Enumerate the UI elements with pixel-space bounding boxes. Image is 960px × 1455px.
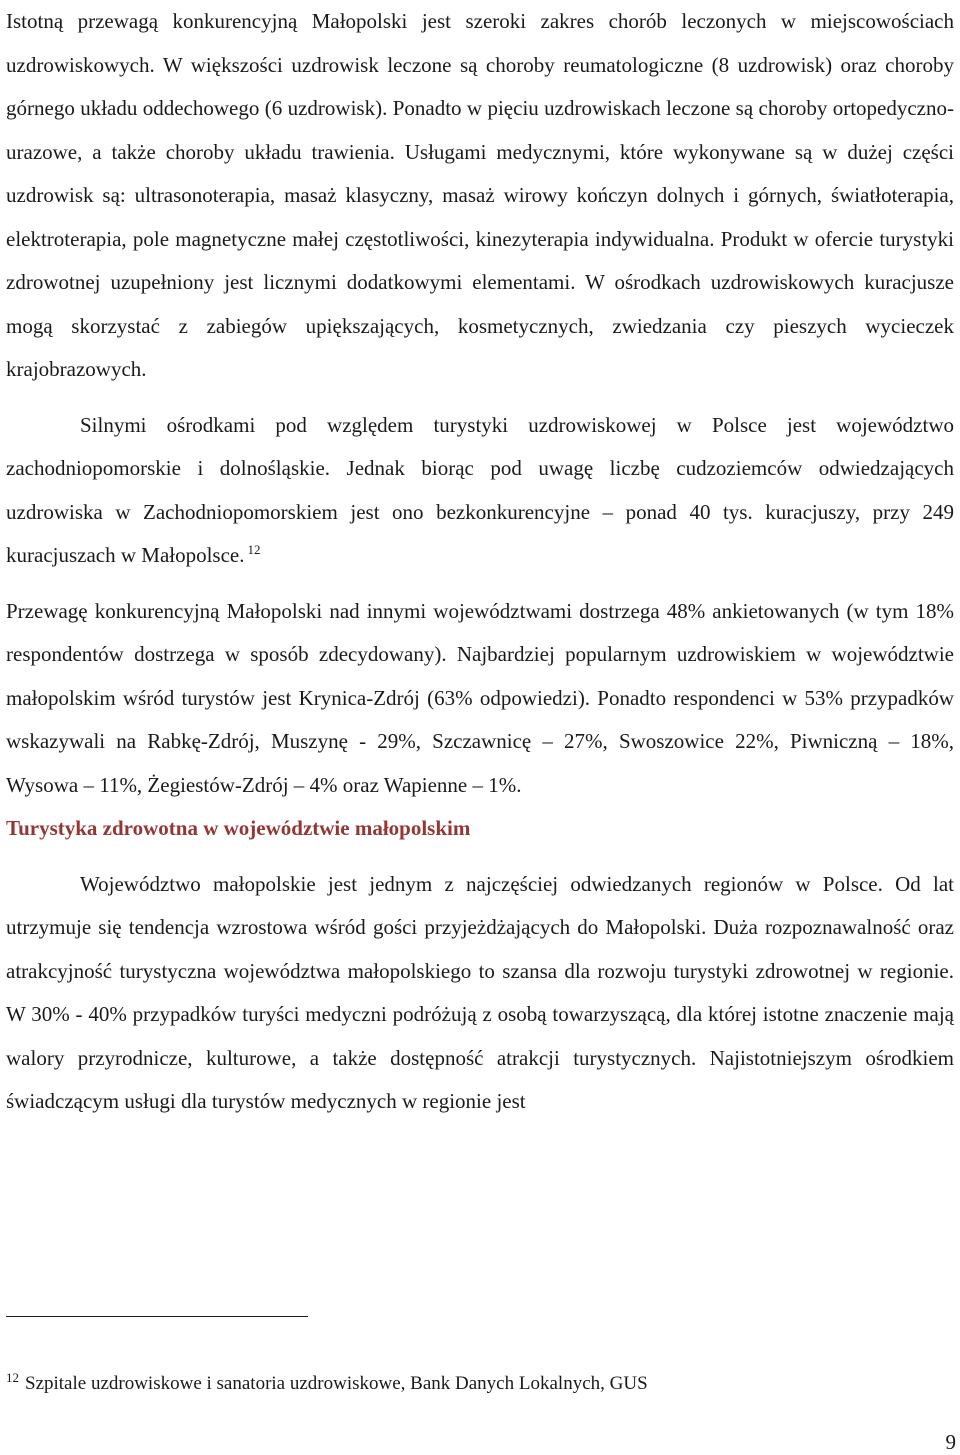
footnote-reference: 12 <box>247 542 261 557</box>
section-heading: Turystyka zdrowotna w województwie małopolskim <box>6 816 471 840</box>
paragraph-gap <box>6 392 954 404</box>
page-number: 9 <box>945 1430 956 1454</box>
paragraph-spa-diseases: Istotną przewagą konkurencyjną Małopolski jest szeroki zakres chorób leczonych w miejscowościach uzdrowiskowych. W większości uzdrowisk leczone są choroby reumatologiczne (8 uzdrowisk) oraz choroby górnego układu oddechowego (6 uzdrowisk). Ponadto w pięciu uzdrowiskach leczone są choroby ortopedyczno-urazowe, a także choroby układu trawienia. Usługami medycznymi, które wykonywane są w dużej części uzdrowisk są: ultrasonoterapia, masaż klasyczny, masaż wirowy kończyn dolnych i górnych, światłoterapia, elektroterapia, pole magnetyczne małej częstotliwości, kinezyterapia indywidualna. Produkt w ofercie turystyki zdrowotnej uzupełniony jest licznymi dodatkowymi elementami. W ośrodkach uzdrowiskowych kuracjusze mogą skorzystać z zabiegów upiększających, kosmetycznych, zwiedzania czy pieszych wycieczek krajobrazowych. <box>6 9 954 381</box>
footnote-number: 12 <box>6 1370 19 1385</box>
paragraph-gap <box>6 851 954 863</box>
paragraph-health-tourism: Województwo małopolskie jest jednym z najczęściej odwiedzanych regionów w Polsce. Od lat utrzymuje się tendencja wzrostowa wśród gości przyjeżdżających do Małopolski. Duża rozpoznawalność oraz atrakcyjność turystyczna województwa małopolskiego to szansa dla rozwoju turystyki zdrowotnej w regionie. W 30% - 40% przypadków turyści medyczni podróżują z osobą towarzyszącą, dla której istotne znaczenie mają walory przyrodnicze, kulturowe, a także dostępność atrakcji turystycznych. Najistotniejszym ośrodkiem świadczącym usługi dla turystów medycznych w regionie jest <box>6 871 954 1113</box>
paragraph-spa-regions-text: Silnymi ośrodkami pod względem turystyki uzdrowiskowej w Polsce jest województwo zachodniopomorskie i dolnośląskie. Jednak biorąc pod uwagę liczbę cudzoziemców odwiedzających uzdrowiska w Zachodniopomorskiem jest ono bezkonkurencyjne – ponad 40 tys. kuracjuszy, przy 249 kuracjuszach w Małopolsce. <box>6 412 954 567</box>
footnote <box>6 1371 946 1397</box>
paragraph-gap <box>6 578 954 590</box>
footnote-text: Szpitale uzdrowiskowe i sanatoria uzdrowiskowe, Bank Danych Lokalnych, GUS <box>25 1373 648 1394</box>
paragraph-spa-regions <box>6 404 954 578</box>
document-page <box>6 0 954 1124</box>
footnote-separator <box>6 1316 308 1317</box>
paragraph-survey-results: Przewagę konkurencyjną Małopolski nad innymi województwami dostrzega 48% ankietowanych (w tym 18% respondentów dostrzega w sposób zdecydowany). Najbardziej popularnym uzdrowiskiem w województwie małopolskim wśród turystów jest Krynica-Zdrój (63% odpowiedzi). Ponadto respondenci w 53% przypadków wskazywali na Rabkę-Zdrój, Muszynę - 29%, Szczawnicę – 27%, Swoszowice 22%, Piwniczną – 18%, Wysowa – 11%, Żegiestów-Zdrój – 4% oraz Wapienne – 1%. <box>6 598 954 797</box>
